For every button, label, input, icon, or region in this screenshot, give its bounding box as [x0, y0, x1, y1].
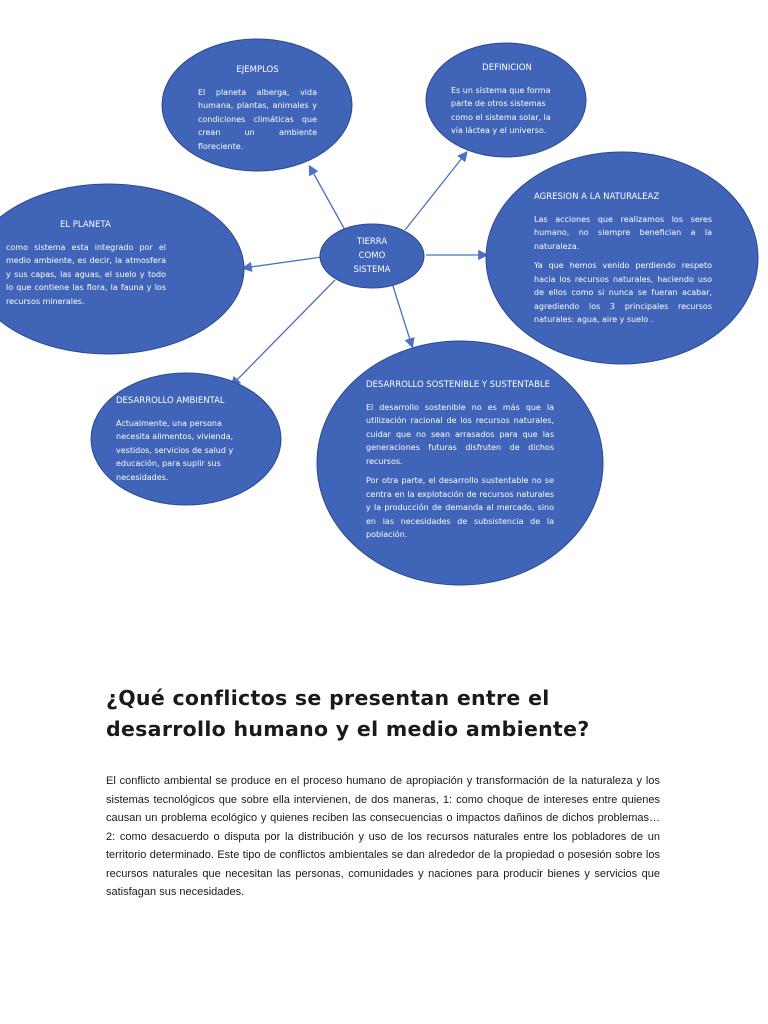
sostenible-text-2: Por otra parte, el desarrollo sustentable no se centra en la explotación de recursos naturales y la producción de demanda al mercado, sino en las necesidades de subsistencia de la población.	[366, 476, 554, 539]
agresion-title: AGRESION A LA NATURALEAZ	[534, 192, 660, 202]
arrow-to-definicion	[405, 153, 466, 230]
center-label	[336, 235, 408, 277]
desarrollo-ambiental-text: Actualmente, una persona necesita alimentos, vivienda, vestidos, servicios de salud y educación, para suplir sus necesidades.	[116, 418, 234, 482]
section-heading: ¿Qué conflictos se presentan entre el desarrollo humano y el medio ambiente?	[106, 686, 590, 741]
planeta-content	[6, 219, 166, 314]
ejemplos-text: El planeta alberga, vida humana, plantas, animales y condiciones climáticas que crean un ambiente floreciente.	[198, 87, 317, 151]
arrow-to-ejemplos	[310, 167, 345, 230]
center-line-3: SISTEMA	[353, 265, 391, 275]
arrow-to-sostenible	[392, 283, 412, 346]
planeta-text: como sistema esta integrado por el medio ambiente, es decir, la atmosfera y sus capas, las aguas, el suelo y todo lo que contiene las flora, la fauna y los recursos minerales.	[6, 242, 166, 306]
definicion-text: Es un sistema que forma parte de otros sistemas como el sistema solar, la vía láctea y el universo.	[451, 85, 551, 135]
agresion-text-2: Ya que hemos venido perdiendo respeto hacia los recursos naturales, haciendo uso de ellos como si nunca se fueran acabar, agrediendo los 3 principales recursos naturales: agua, aire y suelo .	[534, 261, 712, 324]
agresion-content	[534, 191, 712, 333]
definicion-content	[451, 62, 563, 144]
sostenible-title: DESARROLLO SOSTENIBLE Y SUSTENTABLE	[366, 380, 551, 390]
sostenible-text-1: El desarrollo sostenible no es más que la utilización racional de los recursos naturales, cuidar que no sean arrasados para que las generaciones futuras disfruten de dichos recursos.	[366, 402, 554, 466]
ejemplos-content	[198, 64, 317, 159]
ejemplos-title: EJEMPLOS	[236, 65, 279, 75]
arrow-to-desarrollo-ambiental	[232, 280, 335, 385]
center-line-1: TIERRA	[356, 237, 388, 247]
planeta-title: EL PLANETA	[60, 220, 111, 230]
definicion-title: DEFINICION	[482, 63, 532, 73]
desarrollo-ambiental-content	[116, 395, 268, 490]
center-line-2: COMO	[358, 251, 386, 261]
body-paragraph: El conflicto ambiental se produce en el proceso humano de apropiación y transformación de la naturaleza y los sistemas tecnológicos que sobre ella intervienen, de dos maneras, 1: como choque de intereses entre quienes causan un problema ecológico y quienes reciben las consecuencias o impactos dañinos de dichos problemas… 2: como desacuerdo o disputa por la distribución y uso de los recursos naturales entre los pobladores de un territorio determinado. Este tipo de conflictos ambientales se dan alrededor de la propiedad o posesión sobre los recursos naturales que necesitan las personas, comunidades y naciones para producir bienes y servicios que satisfagan sus necesidades.	[106, 775, 660, 898]
desarrollo-ambiental-title: DESARROLLO AMBIENTAL	[116, 396, 225, 406]
arrow-to-planeta	[244, 257, 322, 268]
agresion-text-1: Las acciones que realizamos los seres humano, no siempre benefician a la naturaleza.	[534, 214, 712, 251]
sostenible-content	[366, 379, 554, 548]
